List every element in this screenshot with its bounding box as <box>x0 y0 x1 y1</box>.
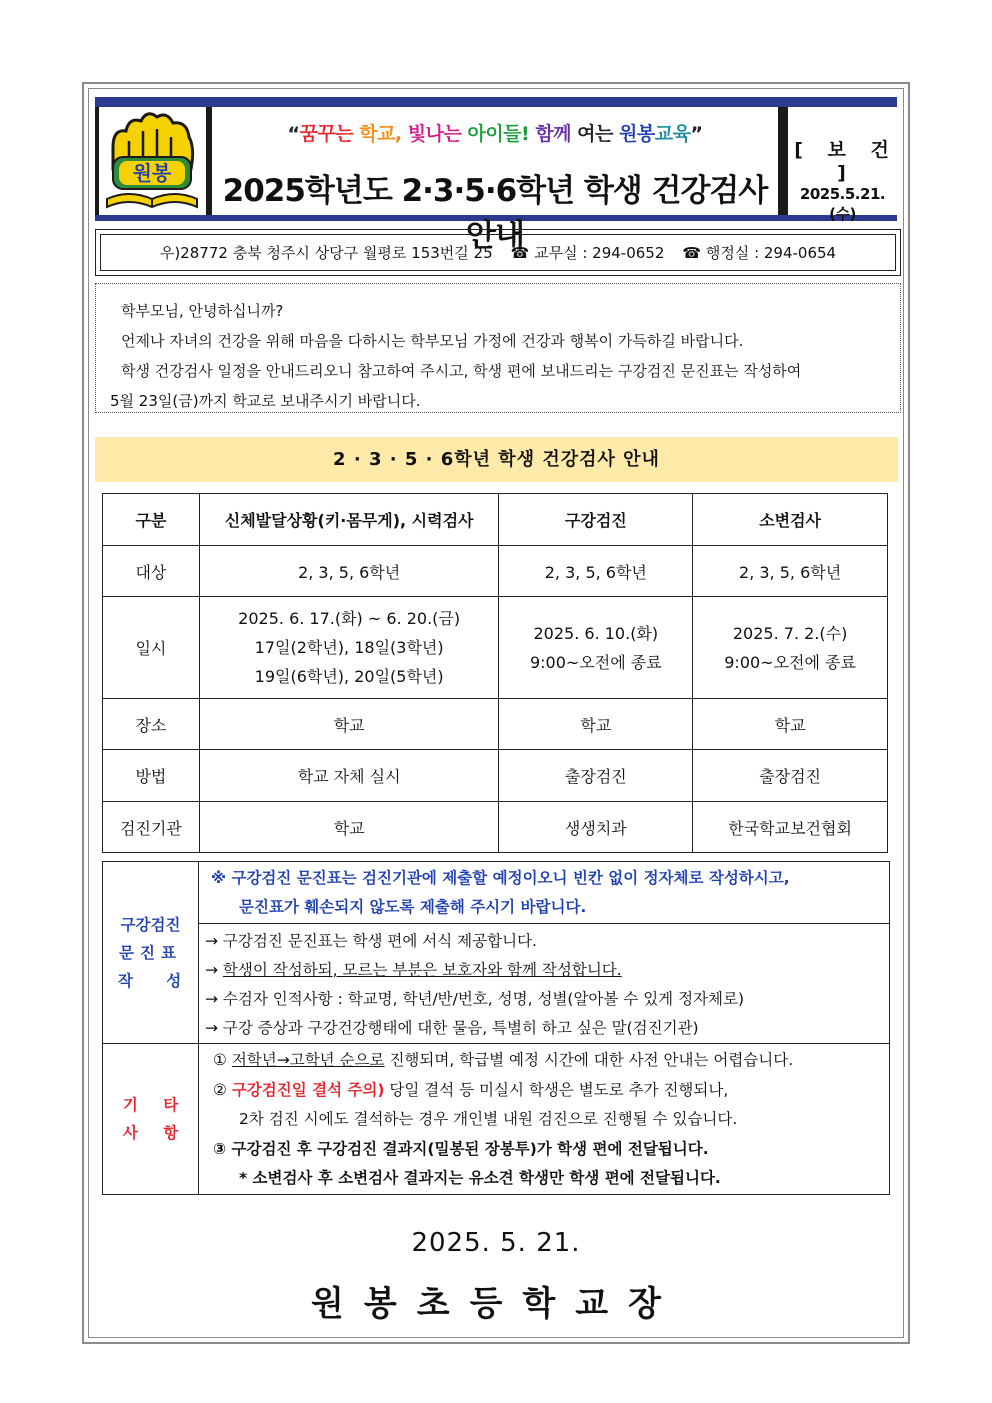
list-item: → 구강 증상과 구강건강행태에 대한 물음, 특별히 하고 싶은 말(검진기관) <box>205 1019 699 1037</box>
row-label: 대상 <box>103 546 200 597</box>
table-cell: 학교 <box>199 802 499 853</box>
underlined-text: 학생이 작성하되, 모르는 부분은 보호자와 함께 작성합니다. <box>222 961 622 979</box>
date-detail: 17일(2학년), 18일(3학년) <box>254 638 444 657</box>
table-row <box>103 699 888 750</box>
table-cell: 출장검진 <box>499 750 693 802</box>
table-cell: 한국학교보건협회 <box>693 802 888 853</box>
oral-warning <box>199 862 890 924</box>
item-number: ① <box>213 1051 232 1069</box>
table-row <box>103 750 888 802</box>
oral-questionnaire-label <box>103 862 199 1044</box>
slogan-word: 여는 <box>577 123 613 145</box>
date-detail: 19일(6학년), 20일(5학년) <box>254 667 444 686</box>
school-emblem-icon <box>99 107 206 215</box>
oral-warning-row <box>103 862 890 924</box>
logo-text: 원봉 <box>132 161 172 185</box>
schedule-table <box>102 493 888 853</box>
table-cell: 2, 3, 5, 6학년 <box>199 546 499 597</box>
admin-phone: ☎ 행정실 : 294-0654 <box>682 244 837 262</box>
school-slogan <box>212 119 778 146</box>
header-top-stripe <box>95 97 897 107</box>
table-row <box>103 546 888 597</box>
table-header-row <box>103 494 888 546</box>
slogan-word: 아이들! <box>467 123 530 145</box>
arrow-prefix: → <box>205 961 223 979</box>
table-cell: 2, 3, 5, 6학년 <box>499 546 693 597</box>
label-line: 구강검진 <box>120 915 181 934</box>
document-title: 2025학년도 2·3·5·6학년 학생 건강검사 안내 <box>222 173 768 254</box>
label-line: 기 타 <box>122 1095 189 1114</box>
slogan-word: 함께 <box>535 123 572 145</box>
row-label: 검진기관 <box>103 802 200 853</box>
slogan-word: 빛나는 <box>407 123 462 145</box>
table-cell <box>693 597 888 699</box>
office-phone: ☎ 교무실 : 294-0652 <box>510 244 665 262</box>
label-line: 문진표 <box>119 943 182 962</box>
warning-line: 문진표가 훼손되지 않도록 제출해 주시기 바랍니다. <box>239 898 587 916</box>
label-line: 작 성 <box>117 971 196 990</box>
row-label: 방법 <box>103 750 200 802</box>
slogan-word: 학교, <box>359 123 402 145</box>
school-logo <box>99 107 206 215</box>
notes-table <box>102 861 890 1195</box>
list-item: ③ 구강검진 후 구강검진 결과지(밀봉된 장봉투)가 학생 편에 전달됩니다. <box>213 1139 709 1158</box>
postal-address: 우)28772 충북 청주시 상당구 월평로 153번길 25 <box>159 244 493 262</box>
table-header: 구강검진 <box>499 494 693 546</box>
table-cell: 생생치과 <box>499 802 693 853</box>
intro-line: 5월 23일(금)까지 학교로 보내주시기 바랍니다. <box>110 392 421 410</box>
oral-items-row <box>103 924 890 1044</box>
table-cell: 학교 <box>499 699 693 750</box>
table-cell <box>199 597 499 699</box>
time-value: 9:00~오전에 종료 <box>529 652 662 672</box>
intro-greeting: 학부모님, 안녕하십니까? <box>121 302 284 320</box>
warning-line: ※ 구강검진 문진표는 검진기관에 제출할 예정이오니 빈칸 없이 정자체로 작성하시고, <box>211 869 790 887</box>
table-row <box>103 802 888 853</box>
intro-line: 언제나 자녀의 건강을 위해 마음을 다하시는 학부모님 가정에 건강과 행복이 가득하길 바랍니다. <box>121 332 744 350</box>
row-label: 장소 <box>103 699 200 750</box>
table-cell: 학교 <box>693 699 888 750</box>
list-item: → 수검자 인적사항 : 학교명, 학년/반/번호, 성명, 성별(알아볼 수 있게 정자체로) <box>205 990 745 1008</box>
table-cell: 2, 3, 5, 6학년 <box>693 546 888 597</box>
slogan-close-quote: ” <box>690 123 703 145</box>
etc-label <box>103 1044 199 1195</box>
intro-line: 학생 건강검사 일정을 안내드리오니 참고하여 주시고, 학생 편에 보내드리는 구강검진 문진표는 작성하여 <box>121 362 802 380</box>
issue-date: 2025. 5. 21. <box>411 1228 581 1258</box>
address-line <box>100 234 896 271</box>
item-number: ② <box>213 1080 232 1099</box>
table-header: 소변검사 <box>693 494 888 546</box>
department-label: [ 보 건 ] <box>794 139 891 184</box>
item-text: 2차 검진 시에도 결석하는 경우 개인별 내원 검진으로 진행될 수 있습니다. <box>239 1110 738 1128</box>
etc-row <box>103 1044 890 1195</box>
warning-text: 구강검진일 결석 주의) <box>231 1080 385 1099</box>
table-header: 구분 <box>103 494 200 546</box>
item-text: 당일 결석 등 미실시 학생은 별도로 추가 진행되나, <box>384 1080 729 1099</box>
list-item <box>213 1076 883 1106</box>
table-cell: 학교 자체 실시 <box>199 750 499 802</box>
slogan-word: 원봉 <box>619 123 655 145</box>
label-line: 사 항 <box>122 1123 189 1142</box>
list-item: * 소변검사 후 소변검사 결과지는 유소견 학생만 학생 편에 전달됩니다. <box>239 1169 721 1187</box>
item-text: 진행되며, 학급별 예정 시간에 대한 사전 안내는 어렵습니다. <box>384 1051 794 1069</box>
table-header: 신체발달상황(키·몸무게), 시력검사 <box>199 494 499 546</box>
time-value: 9:00~오전에 종료 <box>724 652 856 672</box>
oral-items <box>199 924 890 1044</box>
date-value: 2025. 6. 10.(화) <box>533 623 659 643</box>
table-row <box>103 597 888 699</box>
intro-letter <box>95 283 901 413</box>
table-cell: 출장검진 <box>693 750 888 802</box>
list-item <box>205 956 883 985</box>
list-item <box>213 1046 883 1076</box>
section-title: 2 · 3 · 5 · 6학년 학생 건강검사 안내 <box>95 437 898 482</box>
table-cell <box>499 597 693 699</box>
list-item: → 구강검진 문진표는 학생 편에 서식 제공합니다. <box>205 932 537 950</box>
slogan-word: 꿈꾸는 <box>299 123 354 145</box>
date-value: 2025. 7. 2.(수) <box>732 623 848 643</box>
dept-panel <box>788 107 897 223</box>
slogan-word: 교육 <box>654 123 691 145</box>
address-box <box>95 229 901 276</box>
publish-date: 2025.5.21.(수) <box>799 185 886 223</box>
row-label: 일시 <box>103 597 200 699</box>
slogan-open-quote: “ <box>287 123 300 145</box>
table-cell: 학교 <box>199 699 499 750</box>
etc-items <box>199 1044 890 1195</box>
date-range: 2025. 6. 17.(화) ~ 6. 20.(금) <box>238 609 461 628</box>
underlined-text: 저학년→고학년 순으로 <box>231 1051 385 1069</box>
principal-signature: 원봉초등학교장 <box>311 1284 681 1324</box>
